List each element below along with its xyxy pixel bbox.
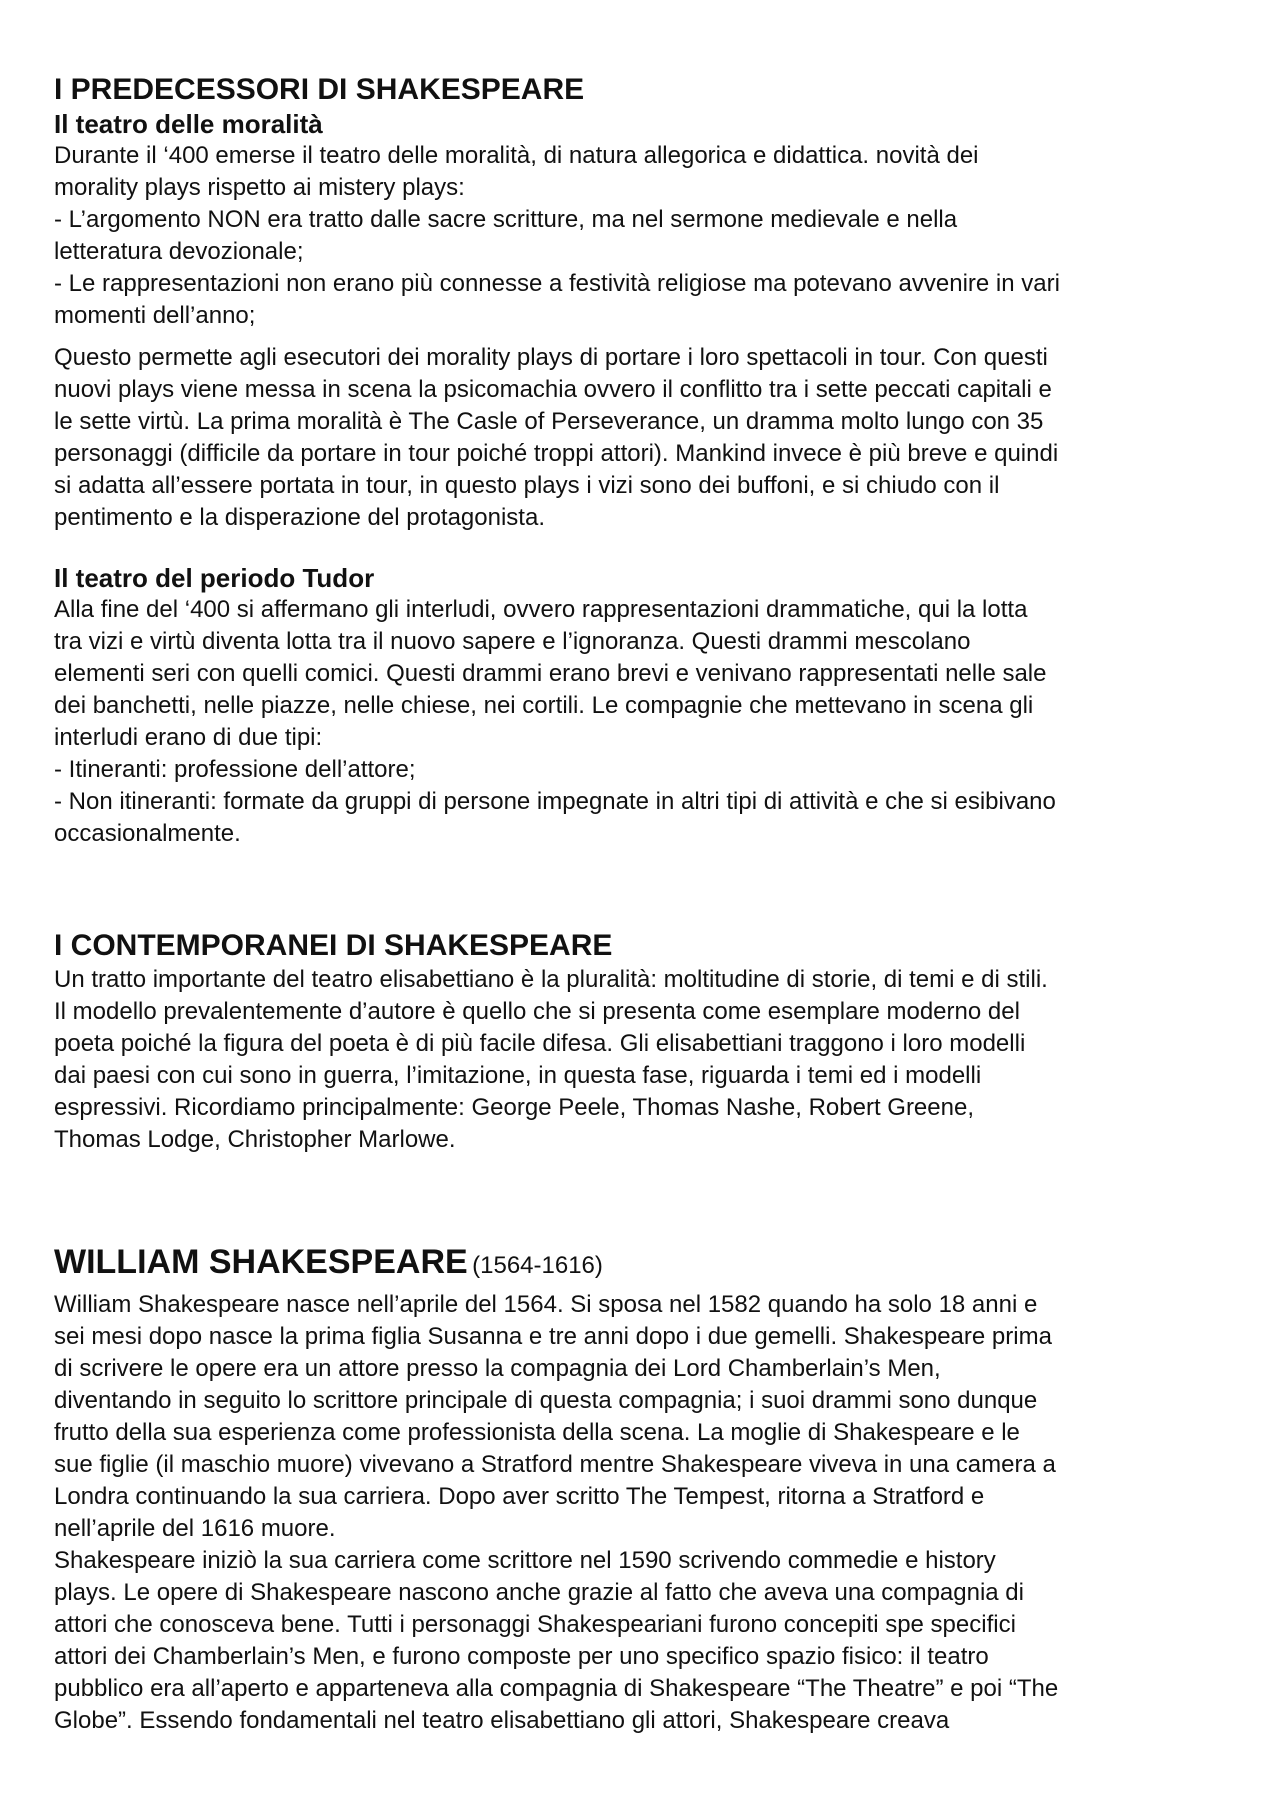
text-line: diventando in seguito lo scrittore principale di questa compagnia; i suoi drammi sono dunque — [54, 1387, 1038, 1414]
text-line: Un tratto importante del teatro elisabettiano è la pluralità: moltitudine di storie, di temi e di stili. — [54, 966, 1048, 993]
text-line: interludi erano di due tipi: — [54, 724, 323, 751]
text-line: Il modello prevalentemente d’autore è quello che si presenta come esemplare moderno del — [54, 998, 1020, 1025]
text-line: occasionalmente. — [54, 820, 241, 847]
text-line: William Shakespeare nasce nell’aprile del 1564. Si sposa nel 1582 quando ha solo 18 anni e — [54, 1291, 1038, 1318]
paragraph — [54, 964, 1244, 1156]
text-line: dei banchetti, nelle piazze, nelle chiese, nei cortili. Le compagnie che mettevano in scena gli — [54, 692, 1034, 719]
text-line: - Itineranti: professione dell’attore; — [54, 756, 416, 783]
section-title-name: WILLIAM SHAKESPEARE — [54, 1243, 468, 1281]
text-line: sue figlie (il maschio muore) vivevano a Stratford mentre Shakespeare viveva in una camera a — [54, 1451, 1056, 1478]
text-line: plays. Le opere di Shakespeare nascono anche grazie al fatto che aveva una compagnia di — [54, 1579, 1024, 1606]
text-line: pentimento e la disperazione del protagonista. — [54, 504, 545, 531]
text-line: personaggi (difficile da portare in tour poiché troppi attori). Mankind invece è più breve e quindi — [54, 440, 1059, 467]
paragraph — [54, 1289, 1244, 1737]
text-line: Alla fine del ‘400 si affermano gli interludi, ovvero rappresentazioni drammatiche, qui la lotta — [54, 596, 1028, 623]
text-line: morality plays rispetto ai mistery plays: — [54, 174, 465, 201]
paragraph — [54, 594, 1244, 850]
text-line: momenti dell’anno; — [54, 302, 256, 329]
text-line: dai paesi con cui sono in guerra, l’imitazione, in questa fase, riguarda i temi ed i modelli — [54, 1062, 982, 1089]
section-title: I PREDECESSORI DI SHAKESPEARE — [54, 73, 585, 106]
text-line: letteratura devozionale; — [54, 238, 304, 265]
text-line: le sette virtù. La prima moralità è The Casle of Perseverance, un dramma molto lungo con 35 — [54, 408, 1044, 435]
section-title-dates: (1564-1616) — [472, 1252, 603, 1279]
text-line: nell’aprile del 1616 muore. — [54, 1515, 336, 1542]
text-line: elementi seri con quelli comici. Questi drammi erano brevi e venivano rappresentati nelle sale — [54, 660, 1047, 687]
text-line: Londra continuando la sua carriera. Dopo aver scritto The Tempest, ritorna a Stratford e — [54, 1483, 985, 1510]
section-contemporanei — [54, 928, 1244, 1156]
text-line: Thomas Lodge, Christopher Marlowe. — [54, 1126, 456, 1153]
paragraph — [54, 140, 1244, 332]
text-line: si adatta all’essere portata in tour, in questo plays i vizi sono dei buffoni, e si chiudo con il — [54, 472, 1000, 499]
text-line: Questo permette agli esecutori dei morality plays di portare i loro spettacoli in tour. Con questi — [54, 344, 1048, 371]
text-line: poeta poiché la figura del poeta è di più facile difesa. Gli elisabettiani traggono i loro modelli — [54, 1030, 1026, 1057]
subsection-heading: Il teatro del periodo Tudor — [54, 563, 375, 593]
section-predecessori — [54, 72, 1244, 850]
text-line: Durante il ‘400 emerse il teatro delle moralità, di natura allegorica e didattica. novità dei — [54, 142, 979, 169]
text-line: espressivi. Ricordiamo principalmente: George Peele, Thomas Nashe, Robert Greene, — [54, 1094, 974, 1121]
text-line: attori dei Chamberlain’s Men, e furono composte per uno specifico spazio fisico: il teatro — [54, 1643, 989, 1670]
text-line: nuovi plays viene messa in scena la psicomachia ovvero il conflitto tra i sette peccati capitali e — [54, 376, 1052, 403]
section-title — [54, 1242, 1244, 1289]
text-line: pubblico era all’aperto e apparteneva alla compagnia di Shakespeare “The Theatre” e poi “The — [54, 1675, 1059, 1702]
document-page — [54, 72, 1244, 1737]
text-line: attori che conosceva bene. Tutti i personaggi Shakespeariani furono concepiti spe specifici — [54, 1611, 1016, 1638]
text-line: di scrivere le opere era un attore presso la compagnia dei Lord Chamberlain’s Men, — [54, 1355, 941, 1382]
text-line: tra vizi e virtù diventa lotta tra il nuovo sapere e l’ignoranza. Questi drammi mescolano — [54, 628, 971, 655]
subsection-heading: Il teatro delle moralità — [54, 109, 323, 139]
text-line: - Non itineranti: formate da gruppi di persone impegnate in altri tipi di attività e che si esibivano — [54, 788, 1056, 815]
text-line: sei mesi dopo nasce la prima figlia Susanna e tre anni dopo i due gemelli. Shakespeare prima — [54, 1323, 1052, 1350]
section-shakespeare — [54, 1242, 1244, 1737]
text-line: - L’argomento NON era tratto dalle sacre scritture, ma nel sermone medievale e nella — [54, 206, 958, 233]
text-line: Shakespeare iniziò la sua carriera come scrittore nel 1590 scrivendo commedie e history — [54, 1547, 996, 1574]
text-line: Globe”. Essendo fondamentali nel teatro elisabettiano gli attori, Shakespeare creava — [54, 1707, 950, 1734]
text-line: - Le rappresentazioni non erano più connesse a festività religiose ma potevano avvenire in vari — [54, 270, 1060, 297]
paragraph — [54, 342, 1244, 534]
section-title: I CONTEMPORANEI DI SHAKESPEARE — [54, 929, 613, 962]
text-line: frutto della sua esperienza come professionista della scena. La moglie di Shakespeare e le — [54, 1419, 1020, 1446]
